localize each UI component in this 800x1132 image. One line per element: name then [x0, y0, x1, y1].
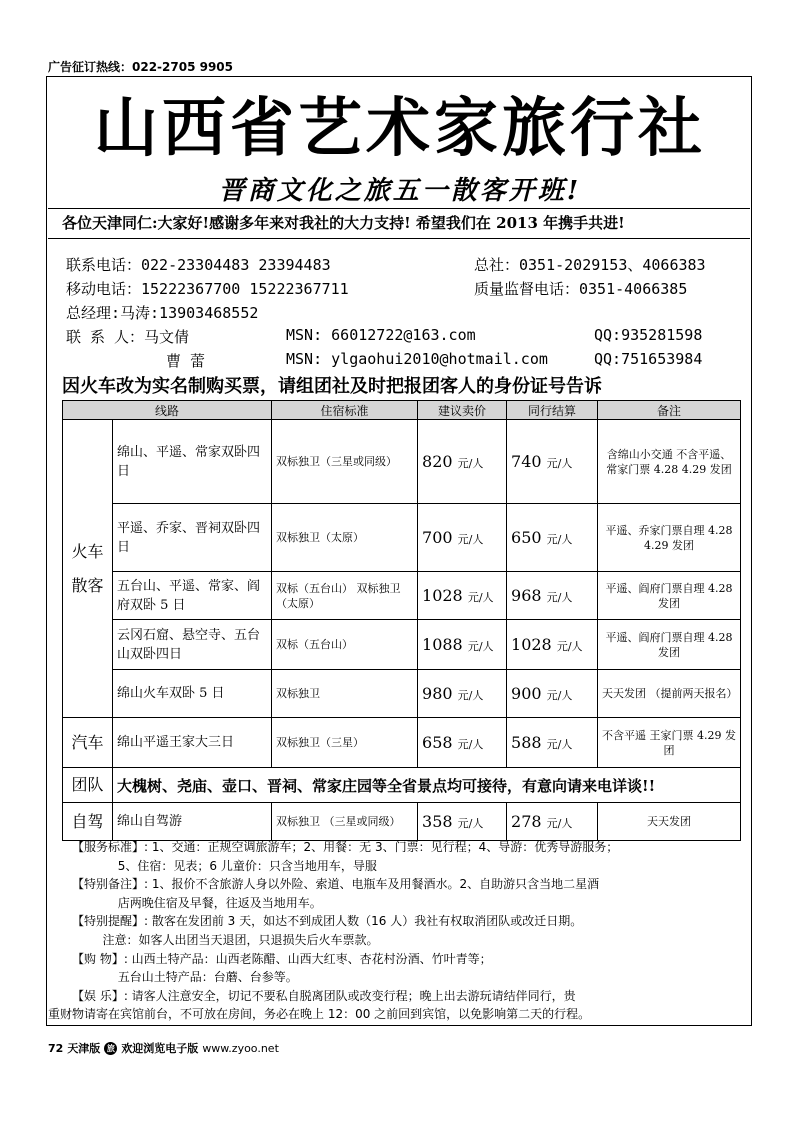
route-cell: 绵山自驾游 [113, 803, 272, 841]
price-value: 358 [422, 812, 453, 831]
table-row [63, 670, 741, 718]
msn-2: MSN: ylgaohui2010@hotmail.com [286, 350, 548, 368]
note-cell: 天天发团 [598, 803, 741, 841]
accommodation-cell: 双标独卫（三星） [272, 718, 418, 768]
price-cell [418, 803, 507, 841]
route-cell: 云冈石窟、悬空寺、五台山双卧四日 [113, 620, 272, 670]
price-value: 1028 [422, 586, 463, 605]
greeting: 各位天津同仁:大家好!感谢多年来对我社的大力支持! 希望我们在 2013 年携手共进! [62, 214, 625, 232]
accommodation-cell: 双标（五台山） 双标独卫（太原） [272, 572, 418, 620]
price-unit: 元/人 [457, 689, 484, 702]
settlement-cell [507, 420, 598, 504]
head-office-phone: 总社：0351-2029153、4066383 [474, 256, 706, 274]
contact-person-2: 曹 蕾 [166, 352, 206, 370]
price-unit: 元/人 [546, 533, 573, 546]
category-team: 团队 [63, 768, 113, 803]
site-url[interactable]: www.zyoo.net [202, 1041, 279, 1055]
terms-line: 店两晚住宿及早餐，往返及当地用车。 [72, 895, 322, 910]
table-row-bus [63, 718, 741, 768]
price-unit: 元/人 [546, 689, 573, 702]
price-value: 700 [422, 528, 453, 547]
header-accommodation: 住宿标准 [272, 401, 418, 420]
note-cell: 天天发团 （提前两天报名） [598, 670, 741, 718]
terms-line: 重财物请寄在宾馆前台，不可放在房间，务必在晚上 12：00 之前回到宾馆，以免影响第二天的行程。 [48, 1007, 591, 1022]
price-unit: 元/人 [467, 640, 494, 653]
note-cell: 平遥、阎府门票自理 4.28 发团 [598, 572, 741, 620]
settlement-value: 650 [511, 528, 542, 547]
team-description: 大槐树、尧庙、壶口、晋祠、常家庄园等全省景点均可接待，有意向请来电详谈!! [113, 768, 741, 803]
contact-person-1: 联 系 人：马文倩 [66, 328, 190, 346]
header-price: 建议卖价 [418, 401, 507, 420]
terms-line: 【特别提醒】: 散客在发团前 3 天，如达不到成团人数（16 人）我社有权取消团队或改迁日期。 [72, 914, 583, 929]
route-cell: 绵山火车双卧 5 日 [113, 670, 272, 718]
accommodation-cell: 双标独卫（太原） [272, 504, 418, 572]
terms-line: 5、住宿：见表；6 儿童价：只含当地用车，导服 [72, 858, 377, 873]
table-row [63, 572, 741, 620]
category-train: 火车散客 [63, 420, 113, 718]
settlement-value: 740 [511, 452, 542, 471]
contact-phone: 联系电话：022-23304483 23394483 [66, 256, 331, 274]
qq-2: QQ:751653984 [594, 350, 703, 368]
price-value: 980 [422, 684, 453, 703]
divider [48, 208, 750, 209]
route-cell: 五台山、平遥、常家、阎府双卧 5 日 [113, 572, 272, 620]
divider [48, 238, 750, 239]
terms-line: 【服务标准】: 1、交通：正规空调旅游车；2、用餐：无 3、门票：见行程；4、导游：优秀导游服务； [72, 840, 619, 854]
mobile-phone: 移动电话：15222367700 15222367711 [66, 280, 349, 298]
settlement-value: 588 [511, 733, 542, 752]
price-unit: 元/人 [457, 738, 484, 751]
settlement-cell [507, 670, 598, 718]
price-unit: 元/人 [556, 640, 583, 653]
table-row-team [63, 768, 741, 803]
price-cell [418, 504, 507, 572]
terms-line: 注意：如客人出团当天退团，只退损失后火车票款。 [72, 932, 379, 947]
route-cell: 绵山、平遥、常家双卧四日 [113, 420, 272, 504]
price-value: 820 [422, 452, 453, 471]
tour-table [62, 400, 741, 841]
settlement-cell [507, 504, 598, 572]
route-cell: 绵山平遥王家大三日 [113, 718, 272, 768]
terms-line: 五台山土特产品：台蘑、台参等。 [72, 970, 298, 985]
settlement-value: 1028 [511, 635, 552, 654]
note-cell: 平遥、乔家门票自理 4.28 4.29 发团 [598, 504, 741, 572]
settlement-value: 900 [511, 684, 542, 703]
table-row-self-drive [63, 803, 741, 841]
table-row [63, 620, 741, 670]
terms-line: 【娱 乐】: 请客人注意安全，切记不要私自脱离团队或改变行程；晚上出去游玩请结伴同行，贵 [72, 988, 576, 1003]
agency-title: 山西省艺术家旅行社 [94, 91, 706, 166]
header-note: 备注 [598, 401, 741, 420]
price-unit: 元/人 [457, 817, 484, 830]
quality-phone: 质量监督电话：0351-4066385 [474, 280, 688, 298]
terms-line: 【特别备注】: 1、报价不含旅游人身以外险、索道、电瓶车及用餐酒水。2、自助游只含当地二星酒 [72, 877, 600, 892]
accommodation-cell: 双标（五台山） [272, 620, 418, 670]
header-settlement: 同行结算 [507, 401, 598, 420]
settlement-cell [507, 718, 598, 768]
accommodation-cell: 双标独卫 （三星或同级） [272, 803, 418, 841]
travel-logo-icon: 旅 [104, 1042, 117, 1055]
price-cell [418, 420, 507, 504]
price-unit: 元/人 [546, 457, 573, 470]
route-cell: 平遥、乔家、晋祠双卧四日 [113, 504, 272, 572]
id-notice: 因火车改为实名制购买票，请组团社及时把报团客人的身份证号告诉 [62, 376, 602, 397]
settlement-cell [507, 620, 598, 670]
edition-label: 天津版 [67, 1042, 101, 1055]
price-unit: 元/人 [457, 457, 484, 470]
price-cell [418, 572, 507, 620]
accommodation-cell: 双标独卫 [272, 670, 418, 718]
note-cell: 含绵山小交通 不含平遥、常家门票 4.28 4.29 发团 [598, 420, 741, 504]
page-footer [48, 1040, 279, 1056]
subtitle: 晋商文化之旅五一散客开班! [218, 176, 582, 206]
price-cell [418, 718, 507, 768]
general-manager: 总经理:马涛:13903468552 [66, 304, 259, 322]
table-row [63, 504, 741, 572]
price-value: 658 [422, 733, 453, 752]
table-row [63, 420, 741, 504]
price-value: 1088 [422, 635, 463, 654]
ad-hotline: 广告征订热线：022-2705 9905 [48, 60, 234, 74]
page-number: 72 [48, 1041, 64, 1055]
category-bus: 汽车 [63, 718, 113, 768]
settlement-cell [507, 803, 598, 841]
accommodation-cell: 双标独卫（三星或同级） [272, 420, 418, 504]
settlement-cell [507, 572, 598, 620]
price-cell [418, 670, 507, 718]
category-self-drive: 自驾 [63, 803, 113, 841]
price-unit: 元/人 [546, 817, 573, 830]
msn-1: MSN: 66012722@163.com [286, 326, 476, 344]
price-cell [418, 620, 507, 670]
price-unit: 元/人 [467, 591, 494, 604]
qq-1: QQ:935281598 [594, 326, 703, 344]
note-cell: 不含平遥 王家门票 4.29 发团 [598, 718, 741, 768]
settlement-value: 278 [511, 812, 542, 831]
settlement-value: 968 [511, 586, 542, 605]
header-route: 线路 [63, 401, 272, 420]
price-unit: 元/人 [457, 533, 484, 546]
price-unit: 元/人 [546, 591, 573, 604]
price-unit: 元/人 [546, 738, 573, 751]
terms-section [48, 838, 744, 1024]
table-header-row [63, 401, 741, 420]
note-cell: 平遥、阎府门票自理 4.28 发团 [598, 620, 741, 670]
welcome-text: 欢迎浏览电子版 [121, 1042, 199, 1055]
terms-line: 【购 物】: 山西土特产品：山西老陈醋、山西大红枣、杏花村汾酒、竹叶青等； [72, 951, 492, 966]
